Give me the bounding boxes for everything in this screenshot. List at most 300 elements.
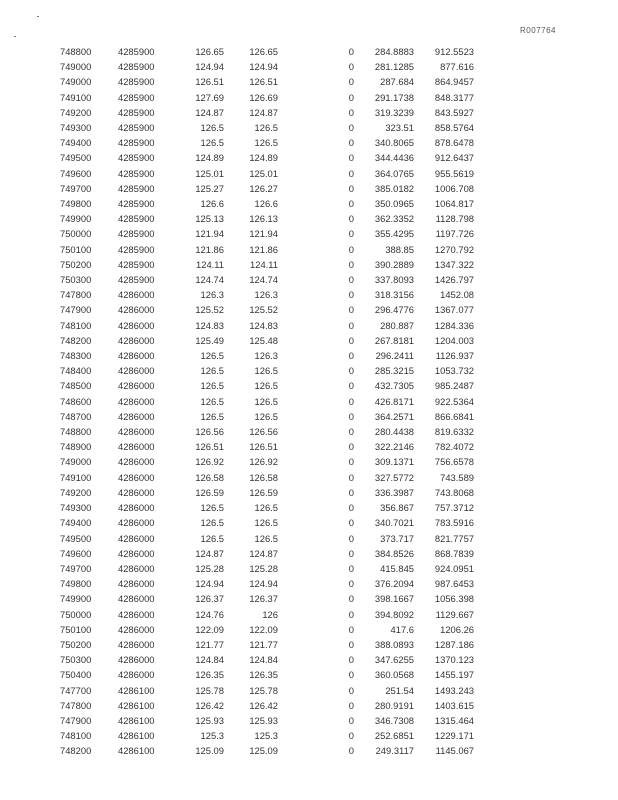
table-row (60, 90, 474, 105)
cell-zero-flag: 0 (348, 486, 354, 498)
table-row (60, 439, 474, 454)
cell-elevation-a: 126.92 (195, 456, 224, 468)
cell-y-coordinate: 4285900 (118, 228, 155, 240)
cell-elevation-b: 125.48 (249, 334, 278, 346)
cell-value-a: 350.0965 (374, 198, 414, 210)
cell-x-coordinate: 748300 (60, 350, 92, 362)
cell-y-coordinate: 4286000 (118, 380, 155, 392)
cell-x-coordinate: 749600 (60, 547, 92, 559)
cell-elevation-b: 126.5 (254, 380, 278, 392)
cell-elevation-b: 126.35 (249, 669, 278, 681)
table-row (60, 637, 474, 652)
cell-value-a: 346.7308 (374, 714, 414, 726)
cell-elevation-a: 126.5 (200, 380, 224, 392)
cell-y-coordinate: 4286000 (118, 517, 155, 529)
cell-value-a: 376.2094 (374, 578, 414, 590)
cell-x-coordinate: 748200 (60, 745, 92, 757)
cell-y-coordinate: 4286000 (118, 486, 155, 498)
cell-y-coordinate: 4285900 (118, 46, 155, 57)
table-row (60, 135, 474, 150)
cell-value-b: 922.5364 (434, 395, 474, 407)
cell-zero-flag: 0 (348, 289, 354, 301)
cell-value-b: 1493.243 (434, 684, 474, 696)
table-row (60, 728, 474, 743)
cell-elevation-b: 126.69 (249, 91, 278, 103)
cell-value-a: 251.54 (385, 684, 414, 696)
cell-elevation-b: 126.5 (254, 122, 278, 134)
cell-zero-flag: 0 (348, 517, 354, 529)
cell-elevation-a: 125.3 (200, 730, 224, 742)
cell-elevation-b: 124.89 (249, 152, 278, 164)
cell-elevation-a: 126.5 (200, 350, 224, 362)
cell-zero-flag: 0 (348, 699, 354, 711)
cell-zero-flag: 0 (348, 654, 354, 666)
cell-x-coordinate: 747900 (60, 304, 92, 316)
table-row (60, 546, 474, 561)
cell-zero-flag: 0 (348, 334, 354, 346)
cell-x-coordinate: 749000 (60, 61, 92, 73)
table-row (60, 743, 474, 758)
cell-zero-flag: 0 (348, 426, 354, 438)
table-row (60, 272, 474, 287)
cell-value-a: 296.2411 (375, 350, 414, 362)
cell-value-b: 985.2487 (434, 380, 474, 392)
cell-y-coordinate: 4285900 (118, 152, 155, 164)
cell-zero-flag: 0 (348, 365, 354, 377)
cell-value-b: 864.9457 (434, 76, 474, 88)
cell-elevation-b: 126 (262, 608, 278, 620)
cell-elevation-b: 126.42 (249, 699, 278, 711)
cell-y-coordinate: 4286000 (118, 547, 155, 559)
cell-value-b: 866.6841 (434, 410, 474, 422)
table-row (60, 500, 474, 515)
cell-y-coordinate: 4286100 (118, 745, 155, 757)
scan-speck (14, 36, 16, 37)
cell-elevation-a: 126.56 (195, 426, 224, 438)
cell-zero-flag: 0 (348, 441, 354, 453)
cell-zero-flag: 0 (348, 304, 354, 316)
cell-zero-flag: 0 (348, 395, 354, 407)
cell-value-a: 252.6851 (374, 730, 414, 742)
cell-elevation-a: 126.58 (195, 471, 224, 483)
data-table-body (60, 44, 474, 759)
cell-elevation-a: 125.13 (195, 213, 224, 225)
cell-y-coordinate: 4286000 (118, 669, 155, 681)
cell-x-coordinate: 749700 (60, 562, 92, 574)
cell-y-coordinate: 4286000 (118, 365, 155, 377)
cell-value-b: 1452.08 (440, 289, 474, 301)
cell-x-coordinate: 747800 (60, 289, 92, 301)
cell-x-coordinate: 748100 (60, 730, 92, 742)
table-row (60, 515, 474, 530)
table-row (60, 166, 474, 181)
table-row (60, 287, 474, 302)
table-row (60, 378, 474, 393)
cell-y-coordinate: 4286100 (118, 699, 155, 711)
cell-elevation-b: 126.37 (249, 593, 278, 605)
cell-y-coordinate: 4285900 (118, 243, 155, 255)
cell-value-a: 364.0765 (374, 167, 414, 179)
table-row (60, 561, 474, 576)
cell-x-coordinate: 749800 (60, 578, 92, 590)
cell-y-coordinate: 4286000 (118, 502, 155, 514)
cell-value-a: 362.3352 (374, 213, 414, 225)
cell-x-coordinate: 748500 (60, 380, 92, 392)
table-row (60, 607, 474, 622)
cell-zero-flag: 0 (348, 76, 354, 88)
cell-elevation-a: 124.83 (195, 319, 224, 331)
cell-value-b: 1129.667 (435, 608, 474, 620)
table-row (60, 105, 474, 120)
cell-elevation-a: 124.94 (195, 578, 224, 590)
cell-value-b: 843.5927 (434, 106, 474, 118)
cell-elevation-a: 125.49 (195, 334, 224, 346)
cell-y-coordinate: 4285900 (118, 198, 155, 210)
cell-elevation-b: 126.65 (249, 46, 278, 57)
cell-zero-flag: 0 (348, 213, 354, 225)
table-row (60, 667, 474, 682)
cell-value-a: 281.1285 (374, 61, 414, 73)
cell-value-b: 821.7757 (434, 532, 474, 544)
cell-value-b: 757.3712 (434, 502, 474, 514)
cell-elevation-b: 121.77 (249, 638, 278, 650)
cell-y-coordinate: 4286000 (118, 532, 155, 544)
table-row (60, 348, 474, 363)
table-row (60, 591, 474, 606)
cell-elevation-b: 125.93 (249, 714, 278, 726)
cell-value-a: 344.4436 (374, 152, 414, 164)
cell-x-coordinate: 748800 (60, 46, 92, 57)
cell-elevation-a: 126.5 (200, 365, 224, 377)
cell-value-a: 309.1371 (374, 456, 414, 468)
cell-value-b: 912.6437 (434, 152, 474, 164)
cell-zero-flag: 0 (348, 608, 354, 620)
cell-x-coordinate: 749000 (60, 456, 92, 468)
cell-elevation-a: 126.3 (200, 289, 224, 301)
cell-value-a: 394.8092 (374, 608, 414, 620)
cell-value-b: 848.3177 (434, 91, 474, 103)
cell-x-coordinate: 749500 (60, 152, 92, 164)
cell-elevation-a: 126.5 (200, 532, 224, 544)
cell-elevation-a: 126.5 (200, 517, 224, 529)
table-row (60, 576, 474, 591)
cell-elevation-a: 126.5 (200, 137, 224, 149)
cell-elevation-a: 126.59 (195, 486, 224, 498)
cell-y-coordinate: 4285900 (118, 76, 155, 88)
cell-y-coordinate: 4285900 (118, 122, 155, 134)
cell-elevation-b: 124.11 (250, 258, 278, 270)
cell-elevation-b: 124.84 (249, 654, 278, 666)
cell-value-b: 1128.798 (435, 213, 474, 225)
table-row (60, 74, 474, 89)
cell-elevation-a: 126.5 (200, 410, 224, 422)
cell-value-a: 390.2889 (374, 258, 414, 270)
cell-elevation-b: 126.6 (254, 198, 278, 210)
cell-zero-flag: 0 (348, 638, 354, 650)
cell-value-b: 1403.615 (434, 699, 474, 711)
cell-x-coordinate: 750400 (60, 669, 92, 681)
cell-y-coordinate: 4286000 (118, 319, 155, 331)
cell-x-coordinate: 747700 (60, 684, 92, 696)
cell-elevation-a: 125.78 (195, 684, 224, 696)
cell-value-a: 340.8065 (374, 137, 414, 149)
cell-elevation-b: 125.52 (249, 304, 278, 316)
cell-elevation-a: 121.94 (195, 228, 224, 240)
cell-zero-flag: 0 (348, 137, 354, 149)
cell-x-coordinate: 749900 (60, 593, 92, 605)
cell-x-coordinate: 748200 (60, 334, 92, 346)
cell-y-coordinate: 4285900 (118, 213, 155, 225)
cell-value-a: 267.8181 (374, 334, 414, 346)
cell-zero-flag: 0 (348, 152, 354, 164)
cell-elevation-b: 124.87 (249, 547, 278, 559)
table-row (60, 150, 474, 165)
cell-value-a: 336.3987 (374, 486, 414, 498)
cell-x-coordinate: 748700 (60, 410, 92, 422)
cell-value-a: 249.3117 (375, 745, 414, 757)
cell-y-coordinate: 4286000 (118, 304, 155, 316)
cell-value-b: 782.4072 (434, 441, 474, 453)
cell-x-coordinate: 750000 (60, 228, 92, 240)
cell-elevation-a: 126.5 (200, 502, 224, 514)
cell-zero-flag: 0 (348, 532, 354, 544)
table-row (60, 531, 474, 546)
cell-y-coordinate: 4285900 (118, 167, 155, 179)
cell-elevation-b: 124.94 (249, 578, 278, 590)
cell-x-coordinate: 750300 (60, 274, 92, 286)
cell-zero-flag: 0 (348, 182, 354, 194)
cell-x-coordinate: 748900 (60, 441, 92, 453)
cell-zero-flag: 0 (348, 350, 354, 362)
cell-y-coordinate: 4285900 (118, 61, 155, 73)
cell-zero-flag: 0 (348, 669, 354, 681)
cell-value-a: 322.2146 (374, 441, 414, 453)
cell-y-coordinate: 4285900 (118, 91, 155, 103)
table-row (60, 470, 474, 485)
cell-elevation-a: 124.76 (195, 608, 224, 620)
cell-elevation-b: 126.5 (254, 410, 278, 422)
table-row (60, 683, 474, 698)
cell-elevation-b: 126.51 (249, 76, 278, 88)
cell-value-b: 783.5916 (434, 517, 474, 529)
scan-speck (37, 16, 39, 17)
cell-value-b: 1053.732 (434, 365, 474, 377)
cell-zero-flag: 0 (348, 61, 354, 73)
table-row (60, 318, 474, 333)
cell-elevation-b: 124.94 (249, 61, 278, 73)
cell-zero-flag: 0 (348, 471, 354, 483)
cell-zero-flag: 0 (348, 547, 354, 559)
cell-elevation-b: 126.5 (254, 532, 278, 544)
cell-x-coordinate: 750200 (60, 638, 92, 650)
cell-elevation-b: 126.3 (254, 289, 278, 301)
cell-elevation-b: 126.27 (249, 182, 278, 194)
cell-elevation-a: 125.28 (195, 562, 224, 574)
table-row (60, 242, 474, 257)
cell-value-a: 356.867 (380, 502, 414, 514)
cell-y-coordinate: 4286000 (118, 593, 155, 605)
cell-elevation-b: 126.5 (254, 517, 278, 529)
cell-value-b: 1206.26 (440, 623, 474, 635)
cell-elevation-b: 125.28 (249, 562, 278, 574)
cell-y-coordinate: 4285900 (118, 182, 155, 194)
cell-elevation-b: 126.3 (254, 350, 278, 362)
cell-y-coordinate: 4286100 (118, 714, 155, 726)
table-row (60, 424, 474, 439)
cell-zero-flag: 0 (348, 167, 354, 179)
cell-elevation-b: 124.87 (249, 106, 278, 118)
cell-zero-flag: 0 (348, 502, 354, 514)
cell-zero-flag: 0 (348, 714, 354, 726)
cell-value-b: 912.5523 (434, 46, 474, 57)
cell-value-b: 1455.197 (434, 669, 474, 681)
cell-value-a: 296.4776 (374, 304, 414, 316)
cell-value-b: 955.5619 (434, 167, 474, 179)
cell-value-b: 1006.708 (434, 182, 474, 194)
cell-value-a: 385.0182 (374, 182, 414, 194)
cell-value-a: 355.4295 (374, 228, 414, 240)
cell-value-b: 1197.726 (435, 228, 474, 240)
table-row (60, 196, 474, 211)
cell-x-coordinate: 750200 (60, 258, 92, 270)
cell-elevation-b: 124.83 (249, 319, 278, 331)
cell-x-coordinate: 749400 (60, 137, 92, 149)
cell-x-coordinate: 749500 (60, 532, 92, 544)
cell-zero-flag: 0 (348, 578, 354, 590)
cell-zero-flag: 0 (348, 258, 354, 270)
table-row (60, 211, 474, 226)
cell-elevation-a: 125.52 (195, 304, 224, 316)
cell-zero-flag: 0 (348, 410, 354, 422)
cell-y-coordinate: 4286000 (118, 578, 155, 590)
table-row (60, 394, 474, 409)
cell-value-a: 388.85 (385, 243, 414, 255)
cell-elevation-b: 126.5 (254, 137, 278, 149)
cell-value-a: 340.7021 (374, 517, 414, 529)
cell-zero-flag: 0 (348, 745, 354, 757)
cell-zero-flag: 0 (348, 562, 354, 574)
cell-value-b: 858.5764 (434, 122, 474, 134)
cell-elevation-a: 124.94 (195, 61, 224, 73)
cell-value-a: 284.8883 (374, 46, 414, 57)
cell-x-coordinate: 749400 (60, 517, 92, 529)
cell-x-coordinate: 750300 (60, 654, 92, 666)
cell-x-coordinate: 749200 (60, 106, 92, 118)
cell-x-coordinate: 750100 (60, 623, 92, 635)
cell-elevation-b: 121.86 (249, 243, 278, 255)
cell-elevation-a: 124.84 (195, 654, 224, 666)
cell-value-b: 1204.003 (434, 334, 474, 346)
cell-value-b: 1287.186 (434, 638, 474, 650)
cell-y-coordinate: 4286000 (118, 654, 155, 666)
cell-value-a: 347.6255 (374, 654, 414, 666)
cell-y-coordinate: 4285900 (118, 106, 155, 118)
cell-value-b: 1145.067 (435, 745, 474, 757)
cell-zero-flag: 0 (348, 684, 354, 696)
cell-y-coordinate: 4286000 (118, 426, 155, 438)
cell-elevation-a: 126.35 (195, 669, 224, 681)
cell-zero-flag: 0 (348, 623, 354, 635)
cell-elevation-a: 125.27 (195, 182, 224, 194)
cell-x-coordinate: 748100 (60, 319, 92, 331)
cell-x-coordinate: 749300 (60, 502, 92, 514)
cell-value-a: 285.3215 (374, 365, 414, 377)
cell-y-coordinate: 4286000 (118, 608, 155, 620)
cell-x-coordinate: 749100 (60, 471, 92, 483)
cell-y-coordinate: 4285900 (118, 274, 155, 286)
cell-y-coordinate: 4286000 (118, 623, 155, 635)
cell-value-a: 287.684 (380, 76, 414, 88)
cell-y-coordinate: 4286000 (118, 350, 155, 362)
cell-elevation-a: 127.69 (195, 91, 224, 103)
cell-x-coordinate: 749200 (60, 486, 92, 498)
cell-value-b: 878.6478 (434, 137, 474, 149)
table-row (60, 454, 474, 469)
cell-elevation-b: 125.09 (249, 745, 278, 757)
cell-value-a: 417.6 (390, 623, 414, 635)
cell-elevation-b: 126.51 (249, 441, 278, 453)
cell-elevation-a: 126.5 (200, 395, 224, 407)
cell-zero-flag: 0 (348, 122, 354, 134)
data-table (60, 44, 474, 759)
cell-value-b: 743.589 (440, 471, 474, 483)
table-row (60, 622, 474, 637)
cell-y-coordinate: 4286000 (118, 334, 155, 346)
cell-x-coordinate: 747800 (60, 699, 92, 711)
cell-elevation-a: 124.74 (195, 274, 224, 286)
table-row (60, 363, 474, 378)
cell-x-coordinate: 749700 (60, 182, 92, 194)
table-row (60, 44, 474, 59)
cell-y-coordinate: 4286100 (118, 684, 155, 696)
cell-elevation-a: 124.87 (195, 547, 224, 559)
cell-x-coordinate: 748600 (60, 395, 92, 407)
cell-value-a: 398.1667 (374, 593, 414, 605)
cell-value-a: 280.4438 (374, 426, 414, 438)
cell-value-a: 384.8526 (374, 547, 414, 559)
cell-x-coordinate: 750100 (60, 243, 92, 255)
cell-value-a: 280.887 (380, 319, 414, 331)
table-row (60, 652, 474, 667)
cell-elevation-a: 121.77 (195, 638, 224, 650)
page-id-stamp: R007764 (520, 26, 556, 35)
cell-x-coordinate: 749900 (60, 213, 92, 225)
cell-elevation-a: 125.93 (195, 714, 224, 726)
cell-elevation-b: 121.94 (249, 228, 278, 240)
cell-x-coordinate: 749600 (60, 167, 92, 179)
cell-value-a: 319.3239 (374, 106, 414, 118)
table-row (60, 485, 474, 500)
cell-value-a: 426.8171 (374, 395, 414, 407)
cell-elevation-a: 124.87 (195, 106, 224, 118)
cell-value-a: 373.717 (380, 532, 414, 544)
cell-zero-flag: 0 (348, 228, 354, 240)
cell-value-a: 432.7305 (374, 380, 414, 392)
table-row (60, 226, 474, 241)
cell-elevation-a: 126.42 (195, 699, 224, 711)
cell-elevation-a: 121.86 (195, 243, 224, 255)
cell-y-coordinate: 4286000 (118, 456, 155, 468)
cell-elevation-a: 126.5 (200, 122, 224, 134)
cell-elevation-b: 126.59 (249, 486, 278, 498)
cell-y-coordinate: 4286100 (118, 730, 155, 742)
cell-value-a: 280.9191 (374, 699, 414, 711)
table-row (60, 120, 474, 135)
cell-x-coordinate: 749000 (60, 76, 92, 88)
cell-elevation-b: 126.5 (254, 365, 278, 377)
cell-y-coordinate: 4286000 (118, 395, 155, 407)
cell-y-coordinate: 4286000 (118, 638, 155, 650)
